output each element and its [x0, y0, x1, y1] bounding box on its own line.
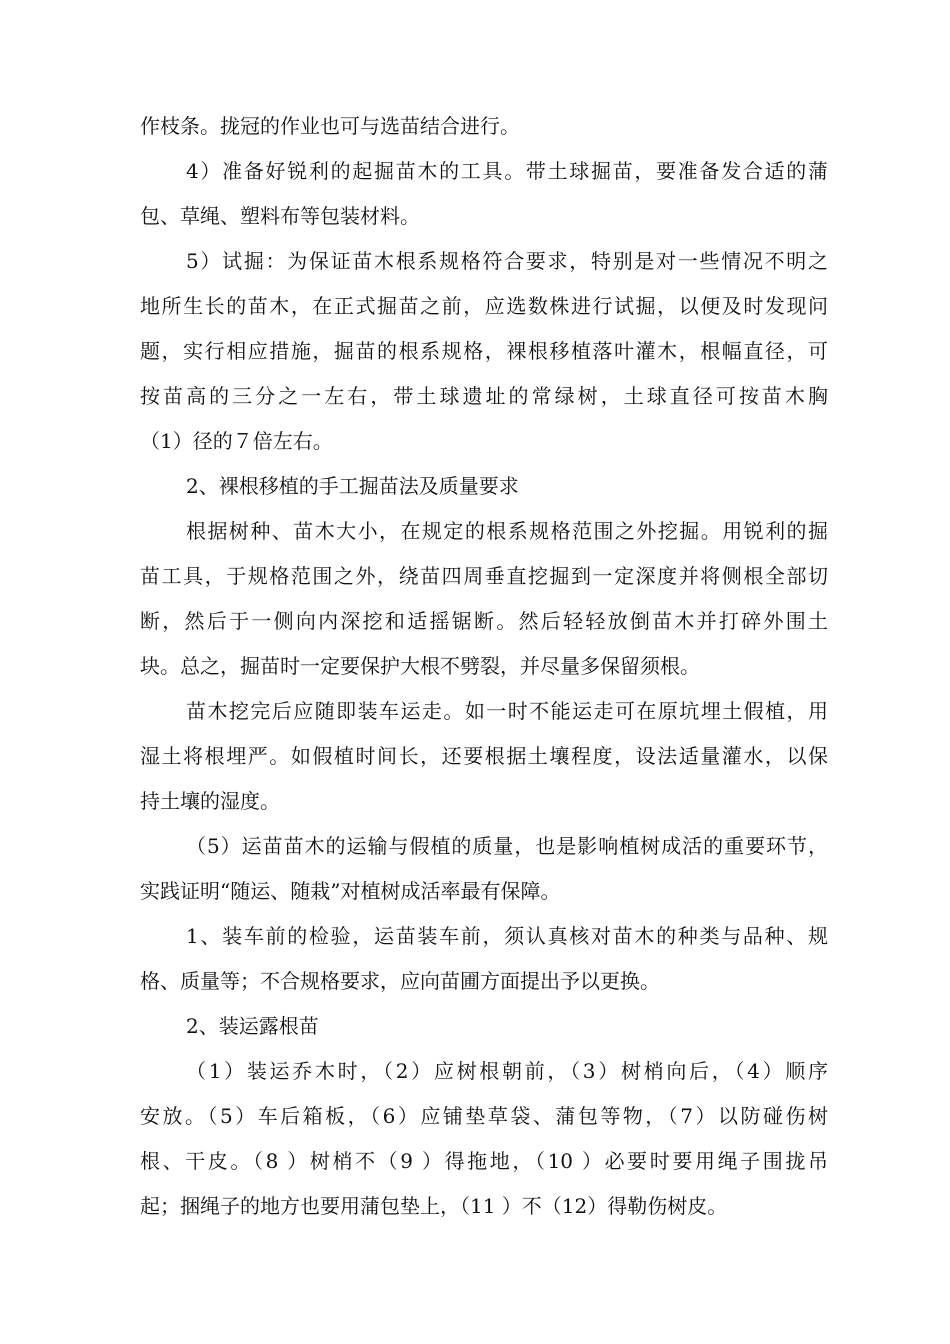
- paragraph-line: 包、草绳、塑料布等包装材料。: [140, 204, 420, 228]
- paragraph-line: 持土壤的湿度。: [140, 789, 280, 813]
- paragraph-line: （1）径的７倍左右。: [140, 429, 333, 453]
- paragraph-line: 作枝条。拢冠的作业也可与选苗结合进行。: [140, 114, 520, 138]
- paragraph-line: 块。总之，掘苗时一定要保护大根不劈裂，并尽量多保留须根。: [140, 654, 700, 678]
- paragraph-line: 起；捆绳子的地方也要用蒲包垫上，（11 ）不（12）得勒伤树皮。: [140, 1194, 728, 1218]
- paragraph-line: 按苗高的三分之一左右，带土球遗址的常绿树，土球直径可按苗木胸: [140, 384, 828, 408]
- paragraph-line: 4）准备好锐利的起掘苗木的工具。带土球掘苗，要准备发合适的蒲: [186, 159, 828, 183]
- paragraph-line: 根、干皮。（8 ）树梢不（9 ）得拖地，（10 ）必要时要用绳子围拢吊: [140, 1149, 828, 1173]
- paragraph-line: 1、装车前的检验，运苗装车前，须认真核对苗木的种类与品种、规: [186, 924, 828, 948]
- paragraph-line: 苗工具，于规格范围之外，绕苗四周垂直挖掘到一定深度并将侧根全部切: [140, 564, 828, 588]
- paragraph-line: 断，然后于一侧向内深挖和适摇锯断。然后轻轻放倒苗木并打碎外围土: [140, 609, 828, 633]
- paragraph-line: 根据树种、苗木大小，在规定的根系规格范围之外挖掘。用锐利的掘: [186, 519, 828, 543]
- paragraph-line: （1）装运乔木时，（2）应树根朝前，（3）树梢向后，（4）顺序: [186, 1059, 828, 1083]
- paragraph-line: （5）运苗苗木的运输与假植的质量，也是影响植树成活的重要环节，: [186, 834, 828, 858]
- paragraph-line: 实践证明“随运、随栽”对植树成活率最有保障。: [140, 879, 561, 903]
- paragraph-line: 5）试掘：为保证苗木根系规格符合要求，特别是对一些情况不明之: [186, 249, 828, 273]
- paragraph-line: 题，实行相应措施，掘苗的根系规格，裸根移植落叶灌木，根幅直径，可: [140, 339, 828, 363]
- paragraph-line: 苗木挖完后应随即装车运走。如一时不能运走可在原坑埋土假植，用: [186, 699, 828, 723]
- paragraph-line: 格、质量等；不合规格要求，应向苗圃方面提出予以更换。: [140, 969, 660, 993]
- paragraph-line: 安放。（5）车后箱板，（6）应铺垫草袋、蒲包等物，（7）以防碰伤树: [140, 1104, 828, 1128]
- section-heading: 2、装运露根苗: [186, 1014, 319, 1038]
- paragraph-line: 地所生长的苗木，在正式掘苗之前，应选数株进行试掘，以便及时发现问: [140, 294, 828, 318]
- section-heading: 2、裸根移植的手工掘苗法及质量要求: [186, 474, 519, 498]
- paragraph-line: 湿土将根埋严。如假植时间长，还要根据土壤程度，设法适量灌水，以保: [140, 744, 828, 768]
